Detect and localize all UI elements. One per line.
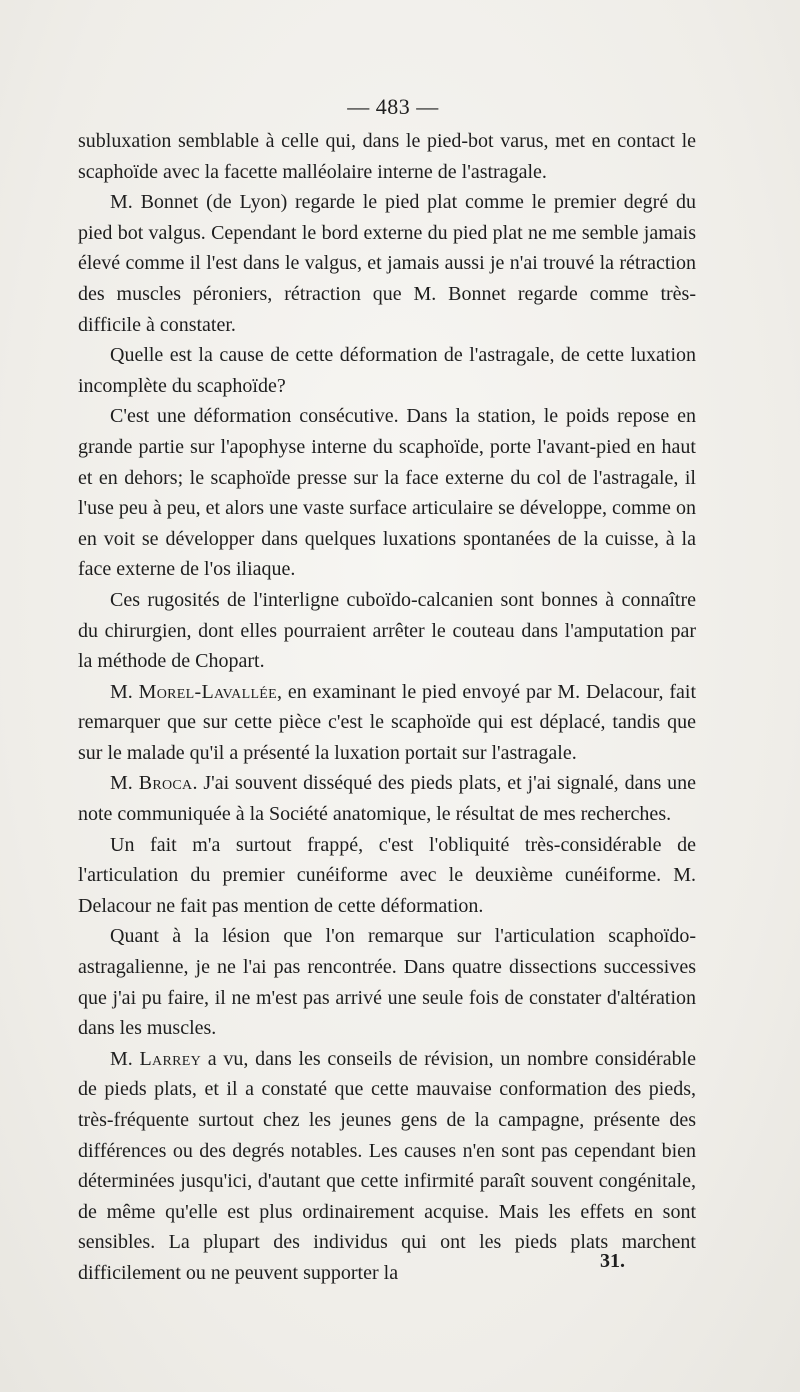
paragraph-text: Un fait m'a surtout frappé, c'est l'obliquité très-considérable de l'articulation du premier cunéiforme avec le deuxième cunéiforme. M. Delacour ne fait pas mention de cette déformation. (78, 833, 696, 917)
body-text (78, 126, 696, 1289)
paragraph-1 (78, 126, 696, 187)
paragraph-8 (78, 830, 696, 922)
paragraph-text: Ces rugosités de l'interligne cuboïdo-calcanien sont bonnes à connaître du chirurgien, dont elles pourraient arrêter le couteau dans l'amputation par la méthode de Chopart. (78, 588, 696, 673)
signature-mark: 31. (600, 1250, 625, 1272)
paragraph-3 (78, 340, 696, 401)
speaker-name: Larrey (139, 1047, 201, 1070)
paragraph-7 (78, 768, 696, 829)
paragraph-2 (78, 187, 696, 340)
speaker-name: Morel-Lavallée (138, 680, 277, 703)
speaker-name: Broca (138, 772, 193, 795)
paragraph-text: Quelle est la cause de cette déformation de l'astragale, de cette luxation incomplète du scaphoïde? (78, 344, 696, 397)
paragraph-text: subluxation semblable à celle qui, dans le pied-bot varus, met en contact le scaphoïde avec la facette malléolaire interne de l'astragale. (78, 130, 696, 183)
paragraph-9 (78, 921, 696, 1043)
speaker-prefix: M. (110, 1047, 140, 1070)
paragraph-text: Quant à la lésion que l'on remarque sur l'articulation scaphoïdo-astragalienne, je ne l'ai pas rencontrée. Dans quatre dissections successives que j'ai pu faire, il ne m'est pas arrivé une seule fois de constater d'altération dans les muscles. (78, 925, 696, 1040)
speaker-prefix: M. (110, 772, 139, 795)
paragraph-5 (78, 585, 696, 677)
paragraph-4 (78, 401, 696, 585)
paragraph-text: . J'ai souvent disséqué des pieds plats, et j'ai signalé, dans une note communiquée à la Société anatomique, le résultat de mes recherches. (78, 772, 696, 826)
paragraph-6 (78, 677, 696, 769)
speaker-prefix: M. (110, 680, 139, 703)
page-number: — 483 — (347, 94, 439, 119)
paragraph-text: a vu, dans les conseils de révision, un nombre considérable de pieds plats, et il a constaté que cette mauvaise conformation des pieds, très-fréquente surtout chez les jeunes gens de la campagne, présente des différences ou des degrés notables. Les causes n'en sont pas cependant bien déterminées jusqu'ici, d'autant que cette infirmité paraît souvent congénitale, de même qu'elle est plus ordinairement acquise. Mais les effets en sont sensibles. La plupart des individus qui ont les pieds plats marchent difficilement ou ne peuvent supporter la (78, 1047, 696, 1284)
paragraph-text: , en examinant le pied envoyé par M. Delacour, fait remarquer que sur cette pièce c'est le scaphoïde qui est déplacé, tandis que sur le malade qu'il a présenté la luxation portait sur l'astragale. (78, 680, 696, 764)
paragraph-text: M. Bonnet (de Lyon) regarde le pied plat comme le premier degré du pied bot valgus. Cependant le bord externe du pied plat ne me semble jamais élevé comme il l'est dans le valgus, et jamais aussi je n'ai trouvé la rétraction des muscles péroniers, rétraction que M. Bonnet regarde comme très-difficile à constater. (78, 191, 696, 336)
paragraph-text: C'est une déformation consécutive. Dans la station, le poids repose en grande partie sur l'apophyse interne du scaphoïde, porte l'avant-pied en haut et en dehors; le scaphoïde presse sur la face externe du col de l'astragale, il l'use peu à peu, et alors une vaste surface articulaire se développe, comme on en voit se développer dans quelques luxations spontanées de la cuisse, à la face externe de l'os iliaque. (78, 405, 696, 581)
